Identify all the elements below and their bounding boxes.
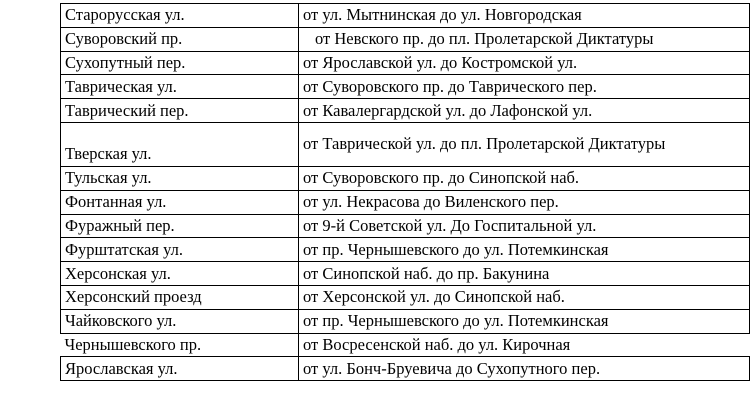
street-range: от ул. Некрасова до Виленского пер.: [299, 190, 750, 214]
street-name: Фуражный пер.: [61, 214, 299, 238]
street-name: Тверская ул.: [61, 122, 299, 166]
table-row: [61, 99, 750, 123]
street-range: от Суворовского пр. до Синопской наб.: [299, 166, 750, 190]
table-row: [61, 190, 750, 214]
street-name: Фурштатская ул.: [61, 238, 299, 262]
street-name: Тульская ул.: [61, 166, 299, 190]
street-range: от Синопской наб. до пр. Бакунина: [299, 262, 750, 286]
street-name: Херсонский проезд: [61, 285, 299, 309]
table-row: [61, 122, 750, 166]
table-row: [61, 238, 750, 262]
streets-table: [60, 3, 750, 381]
street-name: Фонтанная ул.: [61, 190, 299, 214]
table-row: [61, 4, 750, 28]
table-row: [61, 357, 750, 381]
street-name: Сухопутный пер.: [61, 51, 299, 75]
street-range: от пр. Чернышевского до ул. Потемкинская: [299, 238, 750, 262]
street-range: от Ярославской ул. до Костромской ул.: [299, 51, 750, 75]
table-row: [61, 75, 750, 99]
table-row: [61, 262, 750, 286]
street-range: от Херсонской ул. до Синопской наб.: [299, 285, 750, 309]
street-range: от Кавалергардской ул. до Лафонской ул.: [299, 99, 750, 123]
street-name: Суворовский пр.: [61, 27, 299, 51]
street-range: от ул. Бонч-Бруевича до Сухопутного пер.: [299, 357, 750, 381]
street-name: Чернышевского пр.: [61, 333, 299, 357]
street-range: от ул. Мытнинская до ул. Новгородская: [299, 4, 750, 28]
table-row: [61, 333, 750, 357]
table-row: [61, 51, 750, 75]
street-range: от Восресенской наб. до ул. Кирочная: [299, 333, 750, 357]
street-range: от Суворовского пр. до Таврического пер.: [299, 75, 750, 99]
street-name: Старорусская ул.: [61, 4, 299, 28]
street-name: Херсонская ул.: [61, 262, 299, 286]
street-name: Чайковского ул.: [61, 309, 299, 333]
street-range: от Таврической ул. до пл. Пролетарской Диктатуры: [299, 122, 750, 166]
table-row: [61, 27, 750, 51]
street-range: от пр. Чернышевского до ул. Потемкинская: [299, 309, 750, 333]
table-row: [61, 285, 750, 309]
table-row: [61, 166, 750, 190]
street-range: от 9-й Советской ул. До Госпитальной ул.: [299, 214, 750, 238]
street-name: Таврический пер.: [61, 99, 299, 123]
street-range: от Невского пр. до пл. Пролетарской Диктатуры: [299, 27, 750, 51]
table-row: [61, 309, 750, 333]
street-name: Таврическая ул.: [61, 75, 299, 99]
street-name: Ярославская ул.: [61, 357, 299, 381]
table-row: [61, 214, 750, 238]
